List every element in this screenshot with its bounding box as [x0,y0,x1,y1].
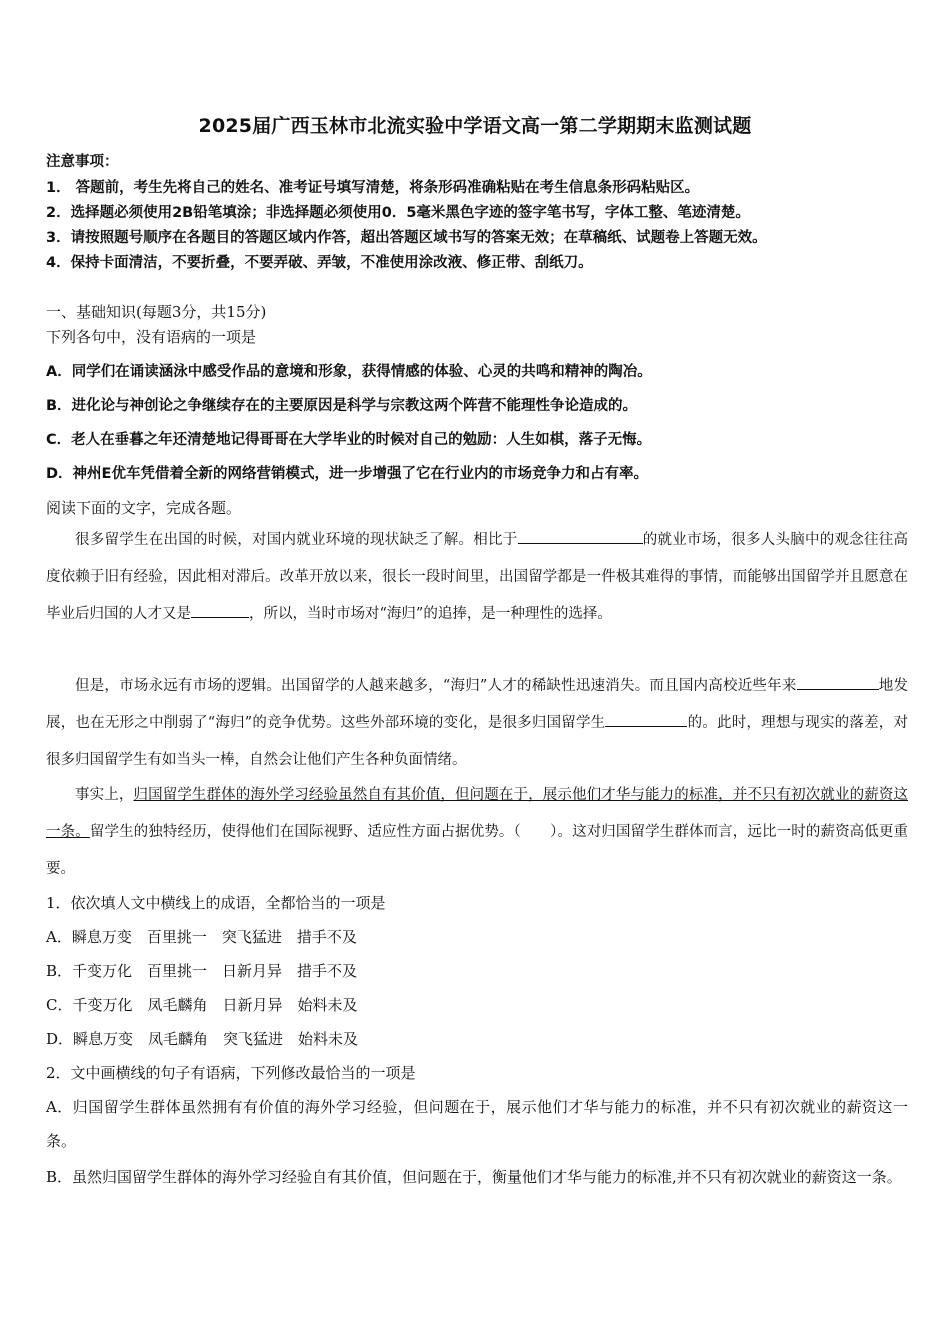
question-1-option-a: A．瞬息万变 百里挑一 突飞猛进 措手不及 [46,928,357,946]
question-1-stem: 1．依次填人文中横线上的成语，全都恰当的一项是 [46,894,386,912]
page-title: 2025届广西玉林市北流实验中学语文高一第二学期期末监测试题 [198,115,752,137]
question-1-option-d: D．瞬息万变 凤毛麟角 突飞猛进 始料未及 [46,1030,359,1048]
fill-blank [797,675,879,690]
notice-item: 1． 答题前，考生先将自己的姓名、准考证号填写清楚，将条形码准确粘贴在考生信息条形码粘贴区。 [46,180,700,196]
notice-item: 4．保持卡面清洁，不要折叠，不要弄破、弄皱，不准使用涂改液、修正带、刮纸刀。 [46,255,593,271]
question-2-option-a: A．归国留学生群体虽然拥有有价值的海外学习经验，但问题在于，展示他们才华与能力的标准，并不只有初次就业的薪资这一条。 [46,1098,908,1150]
question-1-option-c: C．千变万化 凤毛麟角 日新月异 始料未及 [46,996,358,1014]
paragraph-text: ，所以，当时市场对“海归”的追捧，是一种理性的选择。 [249,606,612,622]
section-heading: 一、基础知识(每题3分，共15分) [46,303,267,321]
option-d: D．神州E优车凭借着全新的网络营销模式，进一步增强了它在行业内的市场竞争力和占有率。 [46,466,648,482]
fill-blank [191,603,249,618]
option-c: C．老人在垂暮之年还清楚地记得哥哥在大学毕业的时候对自己的勉励：人生如棋，落子无悔。 [46,432,652,448]
question-stem: 下列各句中，没有语病的一项是 [46,328,257,346]
reading-paragraph-2 [46,668,908,780]
underlined-sentence: 归国留学生群体的海外学习经验虽然自有其价值，但问题在于，展示他们才华与能力的标准，并不只有初次就业的薪资这一条。 [46,787,908,840]
paragraph-text: 地发展，也在无形之中削弱了“海归”的竞争优势。这些外部环境的变化，是很多归国留学生 [46,678,909,731]
paragraph-text: 事实上， [75,787,134,803]
fill-blank [518,529,643,544]
notice-heading: 注意事项： [46,154,119,170]
paragraph-text: 很多留学生在出国的时候，对国内就业环境的现状缺乏了解。相比于 [75,532,518,548]
fill-blank [605,712,687,727]
reading-intro: 阅读下面的文字，完成各题。 [46,499,242,517]
paragraph-text: 的就业市场，很多人头脑中的观念往往高度依赖于旧有经验，因此相对滞后。改革开放以来，很长一段时间里，出国留学都是一件极其难得的事情，而能够出国留学并且愿意在毕业后归国的人才又是 [46,532,908,622]
option-b: B．进化论与神创论之争继续存在的主要原因是科学与宗教这两个阵营不能理性争论造成的。 [46,398,638,414]
notice-item: 2．选择题必须使用2B铅笔填涂；非选择题必须使用0．5毫米黑色字迹的签字笔书写，字体工整、笔迹清楚。 [46,205,750,221]
paragraph-text: 的。此时，理想与现实的落差，对很多归国留学生有如当头一棒，自然会让他们产生各种负面情绪。 [46,715,908,768]
reading-paragraph-3 [46,777,908,889]
question-1-option-b: B．千变万化 百里挑一 日新月异 措手不及 [46,962,358,980]
paragraph-text: 留学生的独特经历，使得他们在国际视野、适应性方面占据优势。（ ）。这对归国留学生群体而言，远比一时的薪资高低更重要。 [46,824,909,877]
question-2-option-b: B．虽然归国留学生群体的海外学习经验自有其价值，但问题在于，衡量他们才华与能力的标准,并不只有初次就业的薪资这一条。 [46,1168,902,1186]
notice-item: 3．请按照题号顺序在各题目的答题区域内作答，超出答题区域书写的答案无效；在草稿纸、试题卷上答题无效。 [46,230,767,246]
question-2-stem: 2．文中画横线的句子有语病，下列修改最恰当的一项是 [46,1064,416,1082]
option-a: A．同学们在诵读涵泳中感受作品的意境和形象，获得情感的体验、心灵的共鸣和精神的陶冶。 [46,364,652,380]
paragraph-text: 但是，市场永远有市场的逻辑。出国留学的人越来越多，“海归”人才的稀缺性迅速消失。而且国内高校近些年来 [75,678,797,694]
reading-paragraph-1 [46,522,908,672]
